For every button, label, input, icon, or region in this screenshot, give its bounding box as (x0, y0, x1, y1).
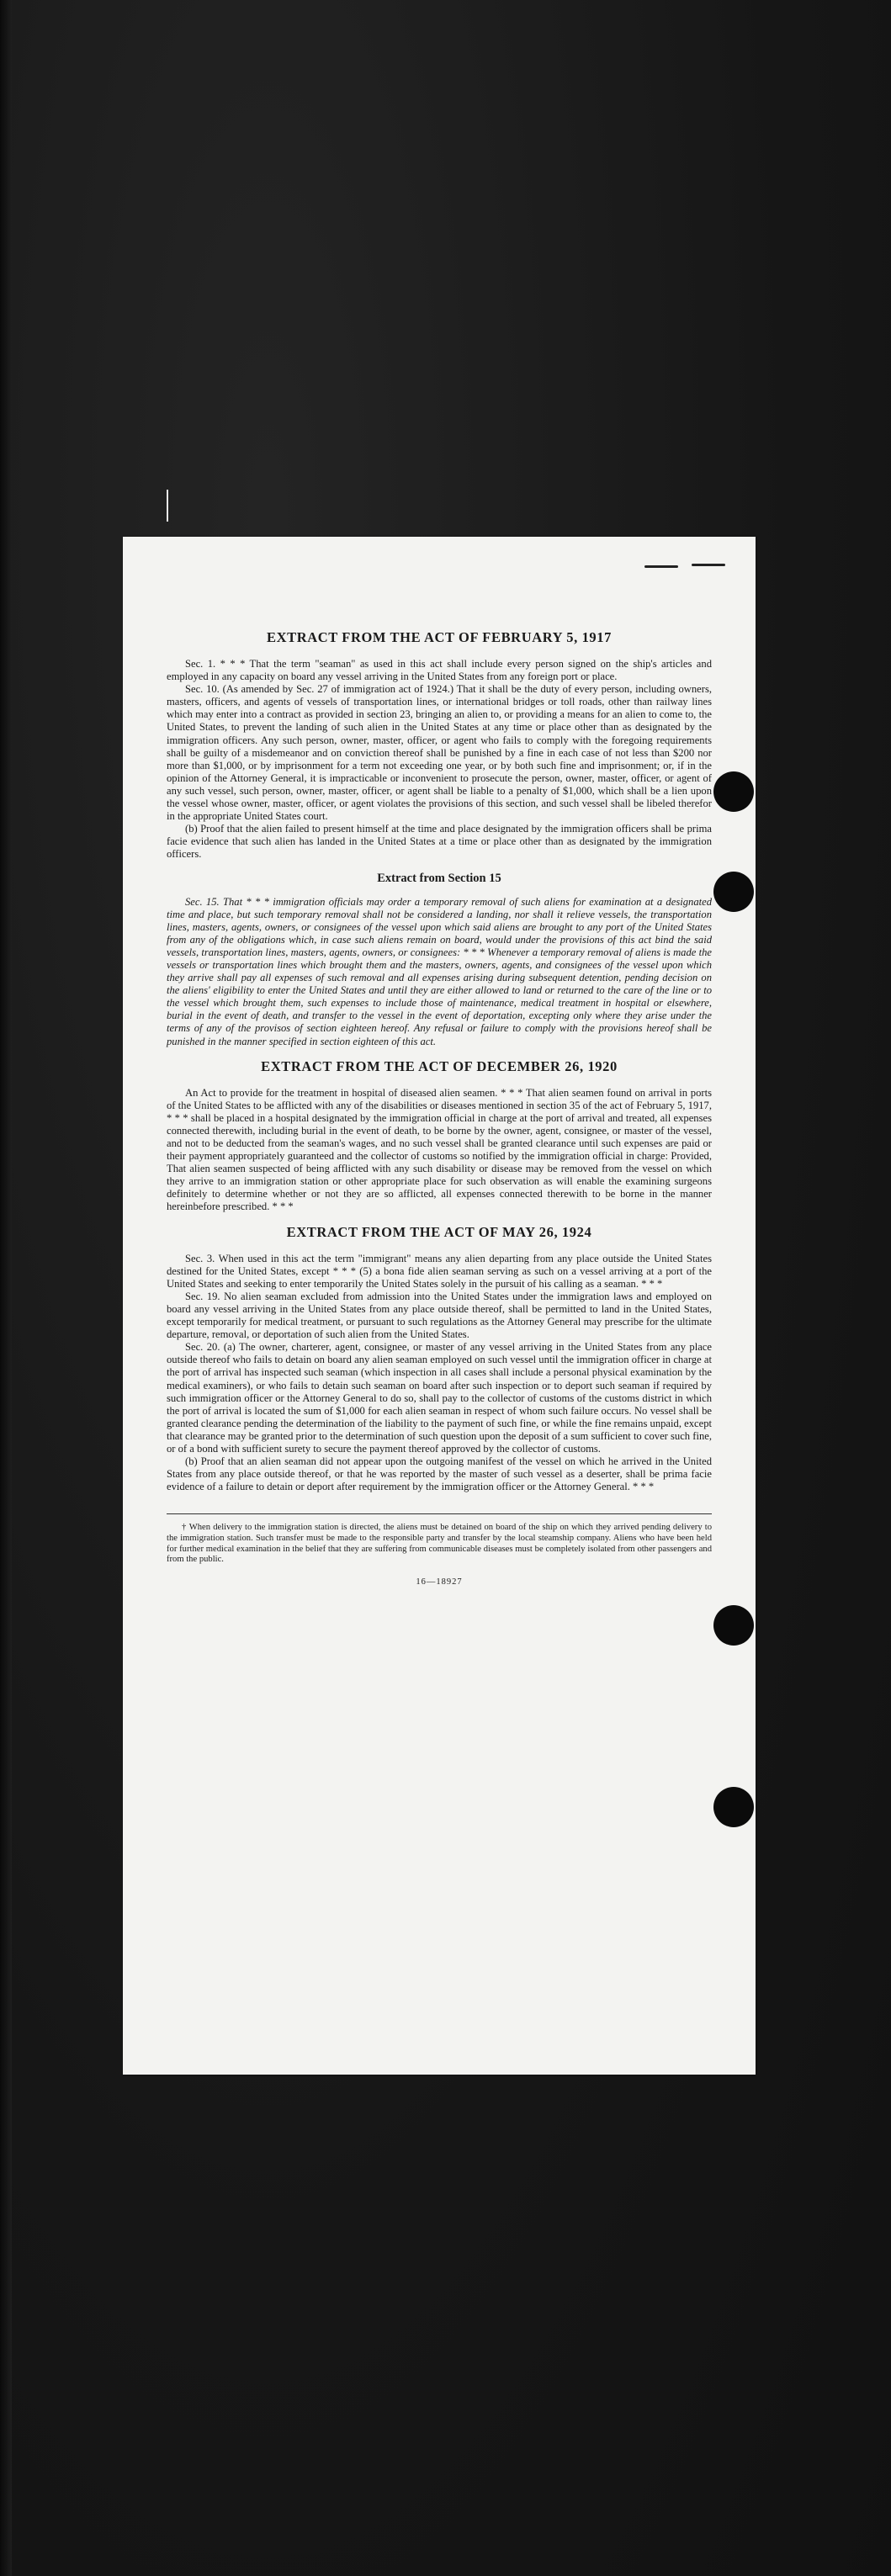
page-mark (692, 564, 725, 566)
punch-hole (713, 771, 754, 812)
section-heading: EXTRACT FROM THE ACT OF FEBRUARY 5, 1917 (267, 629, 612, 645)
punch-hole (713, 1605, 754, 1646)
form-number: 16—18927 (416, 1577, 463, 1587)
section-heading: EXTRACT FROM THE ACT OF MAY 26, 1924 (286, 1223, 592, 1240)
statute-paragraph: Sec. 3. When used in this act the term "immigrant" means any alien departing from any place outside the United States destined for the United States, except * * * (5) a bona fide alien seaman serving as such on a vessel arriving at a port of the United States and seeking to enter temporarily the United States solely in the pursuit of his calling as a seaman. * * * (167, 1252, 712, 1290)
statute-paragraph: Sec. 19. No alien seaman excluded from admission into the United States under the immigration laws and employed on board any vessel arriving in the United States from any place outside thereof, shall be permitted to land in the United States, except temporarily for medical treatment, or pursuant to such regulations as the Attorney General may prescribe for the ultimate departure, removal, or deportation of such alien from the United States. (167, 1290, 712, 1341)
section-heading: EXTRACT FROM THE ACT OF DECEMBER 26, 1920 (261, 1057, 618, 1074)
statute-paragraph: Sec. 15. That * * * immigration officials may order a temporary removal of such aliens for examination at a designated time and place, but such temporary removal shall not be considered a landing, nor shall it relieve vessels, the transportation lines, masters, agents, owners, or consignees of the vessel upon which said aliens are brought to any port of the United States from any of the obligations which, in case such aliens remain on board, would under the provisions of this act bind the said vessels, transportation lines, masters, agents, owners, or consignees: * * * Whenever a temporary removal of aliens is made the vessels or transportation lines which brought them and the masters, owners, agents, and consignees of the vessel upon which they arrive shall pay all expenses of such removal and all expenses arising during subsequent detention, pending decision on the aliens' eligibility to enter the United States and until they are either allowed to land or returned to the care of the line or to the vessel which brought them, such expenses to include those of maintenance, medical treatment in hospital or elsewhere, burial in the event of death, and transfer to the vessel in the event of deportation, excepting only where they arise under the terms of any of the provisos of section eighteen hereof. Any refusal or failure to comply with the provisions hereof shall be punished in the manner specified in section eighteen of this act. (167, 895, 712, 1047)
document-content (167, 629, 712, 1587)
statute-paragraph: (b) Proof that the alien failed to present himself at the time and place designated by the immigration officers shall be prima facie evidence that such alien has landed in the United States at a time or place other than as designated by the immigration officers. (167, 823, 712, 861)
punch-hole (713, 1787, 754, 1827)
punch-hole (713, 872, 754, 912)
statute-paragraph: Sec. 1. * * * That the term "seaman" as used in this act shall include every person signed on the ship's articles and employed in any capacity on board any vessel arriving in the United States from any foreign port or place. (167, 658, 712, 683)
film-edge (0, 0, 12, 2576)
footnote: † When delivery to the immigration station is directed, the aliens must be detained on board of the ship on which they arrived pending delivery to the immigration station. Such transfer must be made to the responsible party and transfer by the local steamship company. Aliens who have been held for further medical examination in the belief that they are suffering from communicable diseases must be completely isolated from other passengers and from the public. (167, 1523, 712, 1565)
footnote-rule (167, 1513, 712, 1514)
statute-paragraph: Sec. 10. (As amended by Sec. 27 of immigration act of 1924.) That it shall be the duty of every person, including owners, masters, officers, and agents of vessels of transportation lines, or international bridges or toll roads, other than railway lines which may enter into a contract as provided in section 23, bringing an alien to, or providing a means for an alien to come to, the United States, to prevent the landing of such alien in the United States at any time or place other than as designated by the immigration officers. Any such person, owner, master, officer, or agent who fails to comply with the foregoing requirements shall be guilty of a misdemeanor and on conviction thereof shall be punished by a fine in each case of not less than $200 nor more than $1,000, or by imprisonment for a term not exceeding one year, or by both such fine and imprisonment; or, if in the opinion of the Attorney General, it is impracticable or inconvenient to prosecute the person, owner, master, officer, or agent of any such vessel, such person, owner, master, officer, or agent shall be liable to a penalty of $1,000, which shall be a lien upon the vessel whose owner, master, officer, or agent violates the provisions of this section, and such vessel shall be libeled therefor in the appropriate United States court. (167, 683, 712, 823)
statute-paragraph: An Act to provide for the treatment in hospital of diseased alien seamen. * * * That alien seamen found on arrival in ports of the United States to be afflicted with any of the disabilities or diseases mentioned in section 35 of the act of February 5, 1917, * * * shall be placed in a hospital designated by the immigration official in charge at the port of arrival and treated, all expenses connected therewith, including burial in the event of death, to be borne by the owner, agent, consignee, or master of the vessel, and not to be deducted from the seaman's wages, and no such vessel shall be granted clearance until such expenses are paid or their payment appropriately guaranteed and the collector of customs so notified by the immigration official in charge: Provided, That alien seamen suspected of being afflicted with any such disability or disease may be removed from the vessel on which they arrive to an immigration station or other appropriate place for such observation as will enable the examining surgeons definitely to determine whether or not they are so afflicted, all expenses connected therewith to be borne in the manner hereinbefore prescribed. * * * (167, 1086, 712, 1213)
page-mark (644, 565, 678, 568)
document-page (123, 537, 756, 2075)
scan-mark (167, 490, 168, 522)
statute-paragraph: Sec. 20. (a) The owner, charterer, agent, consignee, or master of any vessel arriving in the United States from any place outside thereof who fails to detain on board any alien seaman employed on such vessel until the immigration officer in charge at the port of arrival has inspected such seaman (which inspection in all cases shall include a personal physical examination by the medical examiners), or who fails to detain such seaman on board after such inspection or to deport such seaman if required by such immigration officer or the Attorney General to do so, shall pay to the collector of customs of the customs district in which the port of arrival is located the sum of $1,000 for each alien seaman in respect of whom such failure occurs. No vessel shall be granted clearance pending the determination of the liability to the payment of such fine, or while the fine remains unpaid, except that clearance may be granted prior to the determination of such question upon the deposit of a sum sufficient to cover such fine, or of a bond with sufficient surety to secure the payment thereof approved by the collector of customs. (167, 1341, 712, 1455)
statute-paragraph: (b) Proof that an alien seaman did not appear upon the outgoing manifest of the vessel on which he arrived in the United States from any place outside thereof, or that he was reported by the master of such vessel as a deserter, shall be prima facie evidence of a failure to detain or deport after requirement by the immigration officer or the Attorney General. * * * (167, 1455, 712, 1493)
section-subheading: Extract from Section 15 (377, 871, 501, 885)
